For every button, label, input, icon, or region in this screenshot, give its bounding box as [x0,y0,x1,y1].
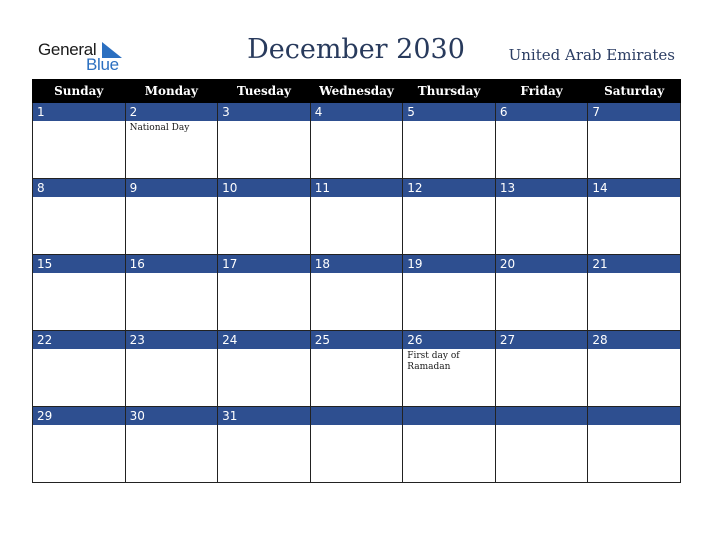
day-number: 23 [126,331,218,349]
day-cell [125,103,218,179]
weekday-header: Monday [125,80,218,103]
day-number: 24 [218,331,310,349]
day-cell [495,407,588,483]
day-cell [495,255,588,331]
day-cell [310,407,403,483]
week-row [33,103,681,179]
day-cell [33,179,126,255]
day-cell [218,331,311,407]
day-number: 11 [311,179,403,197]
day-number: 10 [218,179,310,197]
weekday-header: Wednesday [310,80,403,103]
day-number: 15 [33,255,125,273]
day-number: 13 [496,179,588,197]
weekday-header-row [33,80,681,103]
day-number: 7 [588,103,680,121]
day-number: 26 [403,331,495,349]
logo-text-blue: Blue [86,55,119,74]
day-number: 8 [33,179,125,197]
weekday-header: Tuesday [218,80,311,103]
day-number: 3 [218,103,310,121]
holiday-label: National Day [129,123,190,133]
weekday-header: Thursday [403,80,496,103]
day-cell [218,103,311,179]
weekday-header: Saturday [588,80,681,103]
day-cell [495,103,588,179]
day-number: 9 [126,179,218,197]
day-cell [588,407,681,483]
day-number: 5 [403,103,495,121]
day-cell [33,331,126,407]
day-cell [125,331,218,407]
day-number: 31 [218,407,310,425]
day-cell [403,255,496,331]
day-number [403,407,495,425]
day-cell [403,331,496,407]
day-cell [403,179,496,255]
day-number: 21 [588,255,680,273]
day-number: 27 [496,331,588,349]
day-cell [218,407,311,483]
day-cell [33,407,126,483]
country-label: United Arab Emirates [508,46,675,64]
day-number: 30 [126,407,218,425]
day-number: 20 [496,255,588,273]
logo-text-general: General [38,40,97,59]
day-cell [403,407,496,483]
day-cell [125,179,218,255]
day-number [311,407,403,425]
day-number [496,407,588,425]
week-row [33,407,681,483]
day-cell [588,331,681,407]
day-cell [495,179,588,255]
day-number: 1 [33,103,125,121]
day-number: 2 [126,103,218,121]
day-cell [588,255,681,331]
day-cell [218,179,311,255]
day-cell [33,255,126,331]
week-row [33,255,681,331]
day-cell [588,103,681,179]
day-number: 4 [311,103,403,121]
day-number: 29 [33,407,125,425]
day-number: 18 [311,255,403,273]
day-cell [310,179,403,255]
week-row [33,331,681,407]
day-number: 12 [403,179,495,197]
day-cell [125,407,218,483]
day-number: 17 [218,255,310,273]
page-title: December 2030 [247,34,465,65]
day-cell [310,255,403,331]
weekday-header: Friday [495,80,588,103]
day-cell [125,255,218,331]
day-number: 16 [126,255,218,273]
day-number: 28 [588,331,680,349]
weekday-header: Sunday [33,80,126,103]
holiday-label: First day of Ramadan [407,351,460,372]
day-cell [495,331,588,407]
day-number: 6 [496,103,588,121]
day-cell [310,331,403,407]
day-number [588,407,680,425]
day-number: 19 [403,255,495,273]
day-number: 22 [33,331,125,349]
day-cell [403,103,496,179]
day-number: 14 [588,179,680,197]
day-cell [33,103,126,179]
day-cell [310,103,403,179]
day-cell [588,179,681,255]
day-number: 25 [311,331,403,349]
calendar-grid [32,79,681,483]
week-row [33,179,681,255]
day-cell [218,255,311,331]
